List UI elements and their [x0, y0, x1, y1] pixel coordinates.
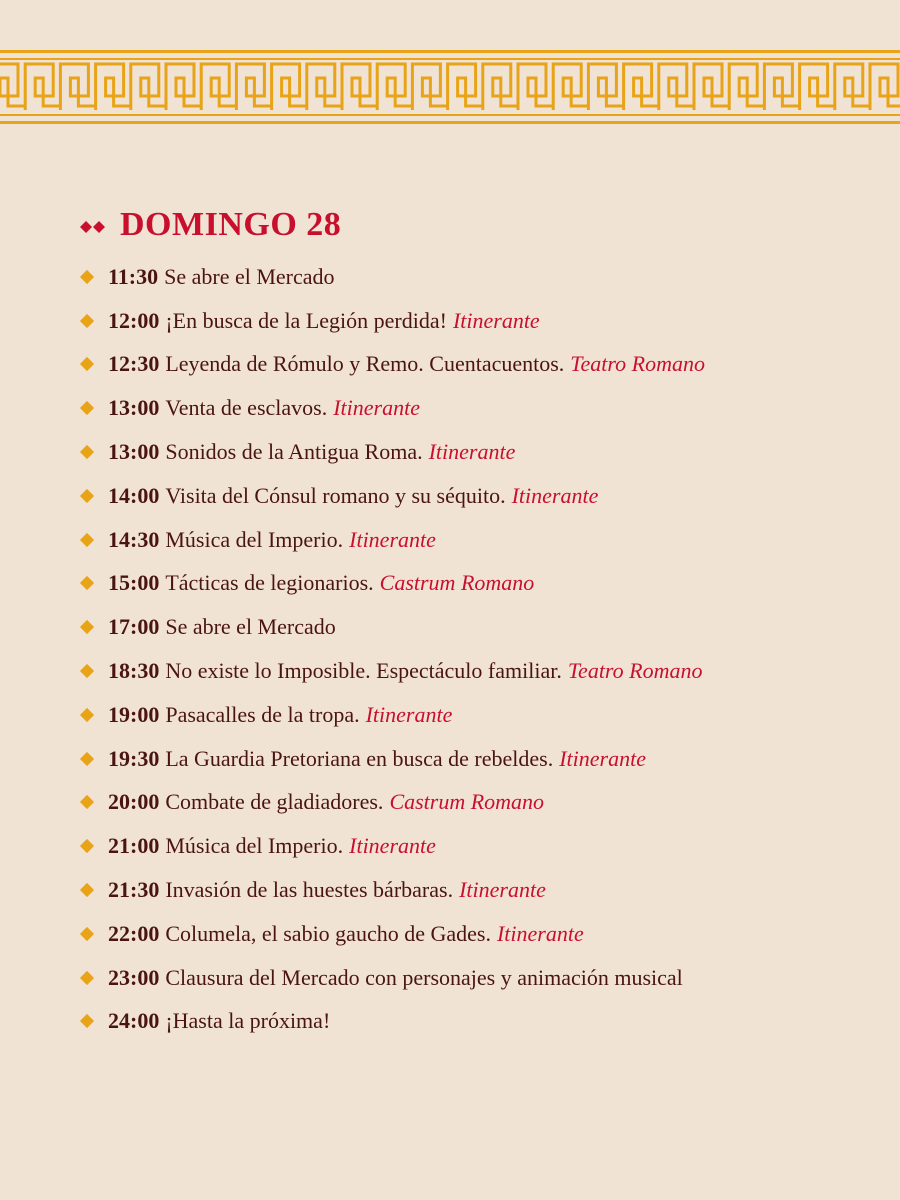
- event-title: Combate de gladiadores.: [165, 789, 384, 815]
- diamond-bullet-icon: [80, 314, 94, 328]
- event-venue: Itinerante: [333, 395, 420, 421]
- event-title: Columela, el sabio gaucho de Gades.: [165, 920, 491, 946]
- event-title: ¡Hasta la próxima!: [165, 1008, 331, 1034]
- event-time: 12:30: [108, 351, 160, 377]
- event-title: ¡En busca de la Legión perdida!: [165, 307, 447, 333]
- event-title: Invasión de las huestes bárbaras.: [165, 877, 454, 903]
- event-venue: Itinerante: [511, 482, 599, 508]
- greek-key-border: [0, 48, 900, 126]
- list-item: [80, 737, 880, 781]
- list-item: [80, 781, 880, 825]
- event-time: 24:00: [108, 1008, 160, 1034]
- event-time: 11:30: [108, 263, 159, 289]
- list-item: [80, 474, 880, 518]
- event-time: 14:30: [108, 526, 160, 552]
- list-item: [80, 824, 880, 868]
- event-time: 17:00: [108, 614, 160, 640]
- event-time: 15:00: [108, 570, 160, 596]
- list-item: [80, 299, 880, 343]
- event-time: 12:00: [108, 307, 160, 333]
- event-time: 18:30: [108, 658, 160, 684]
- list-item: [80, 912, 880, 956]
- event-time: 14:00: [108, 482, 160, 508]
- event-time: 20:00: [108, 789, 160, 815]
- list-item: [80, 343, 880, 387]
- event-title: No existe lo Imposible. Espectáculo familiar.: [165, 658, 562, 684]
- event-venue: Teatro Romano: [567, 658, 703, 684]
- day-heading: [80, 200, 880, 250]
- event-time: 21:00: [108, 833, 160, 859]
- event-title: Música del Imperio.: [165, 833, 344, 859]
- event-title: Música del Imperio.: [165, 526, 344, 552]
- event-venue: Itinerante: [496, 920, 584, 946]
- event-title: Se abre el Mercado: [164, 263, 335, 289]
- list-item: [80, 605, 880, 649]
- event-title: Clausura del Mercado con personajes y animación musical: [165, 964, 683, 990]
- diamond-bullet-icon: [80, 445, 94, 459]
- event-time: 19:00: [108, 701, 160, 727]
- event-title: Venta de esclavos.: [165, 395, 328, 421]
- diamond-bullet-icon: [80, 489, 94, 503]
- diamond-bullet-icon: [80, 576, 94, 590]
- event-venue: Itinerante: [349, 526, 436, 552]
- list-item: [80, 255, 880, 299]
- list-item: [80, 693, 880, 737]
- event-title: La Guardia Pretoriana en busca de rebeldes.: [165, 745, 554, 771]
- schedule: [80, 200, 880, 1043]
- day-title: DOMINGO 28: [120, 206, 342, 243]
- diamond-bullet-icon: [80, 971, 94, 985]
- event-title: Visita del Cónsul romano y su séquito.: [165, 482, 506, 508]
- event-title: Leyenda de Rómulo y Remo. Cuentacuentos.: [165, 351, 565, 377]
- list-item: [80, 518, 880, 562]
- event-time: 13:00: [108, 439, 160, 465]
- event-venue: Itinerante: [349, 833, 436, 859]
- event-time: 23:00: [108, 964, 160, 990]
- diamond-bullet-icon: [80, 401, 94, 415]
- event-list: [80, 255, 880, 1043]
- list-item: [80, 868, 880, 912]
- event-time: 13:00: [108, 395, 160, 421]
- event-title: Pasacalles de la tropa.: [165, 701, 360, 727]
- event-venue: Itinerante: [459, 877, 546, 903]
- list-item: [80, 430, 880, 474]
- diamond-bullet-icon: [80, 839, 94, 853]
- list-item: [80, 386, 880, 430]
- event-venue: Teatro Romano: [570, 351, 705, 377]
- event-time: 22:00: [108, 920, 160, 946]
- diamond-bullet-icon: [80, 357, 94, 371]
- list-item: [80, 1000, 880, 1044]
- diamond-bullet-icon: [80, 708, 94, 722]
- event-venue: Itinerante: [559, 745, 646, 771]
- diamond-bullet-icon: [80, 883, 94, 897]
- event-venue: Castrum Romano: [379, 570, 535, 596]
- list-item: [80, 562, 880, 606]
- event-venue: Itinerante: [365, 701, 453, 727]
- event-venue: Itinerante: [452, 307, 540, 333]
- diamond-bullet-icon: [80, 533, 94, 547]
- list-item: [80, 649, 880, 693]
- list-item: [80, 956, 880, 1000]
- event-title: Se abre el Mercado: [165, 614, 336, 640]
- event-venue: Castrum Romano: [389, 789, 545, 815]
- event-time: 21:30: [108, 877, 160, 903]
- diamond-bullet-icon: [80, 795, 94, 809]
- diamond-bullet-icon: [80, 664, 94, 678]
- event-title: Tácticas de legionarios.: [165, 570, 374, 596]
- event-time: 19:30: [108, 745, 160, 771]
- diamond-bullet-icon: [80, 620, 94, 634]
- diamond-bullet-icon: [80, 927, 94, 941]
- double-diamond-icon: [80, 220, 106, 234]
- diamond-bullet-icon: [80, 270, 94, 284]
- event-venue: Itinerante: [428, 439, 516, 465]
- diamond-bullet-icon: [80, 752, 94, 766]
- diamond-bullet-icon: [80, 1014, 94, 1028]
- event-title: Sonidos de la Antigua Roma.: [165, 439, 423, 465]
